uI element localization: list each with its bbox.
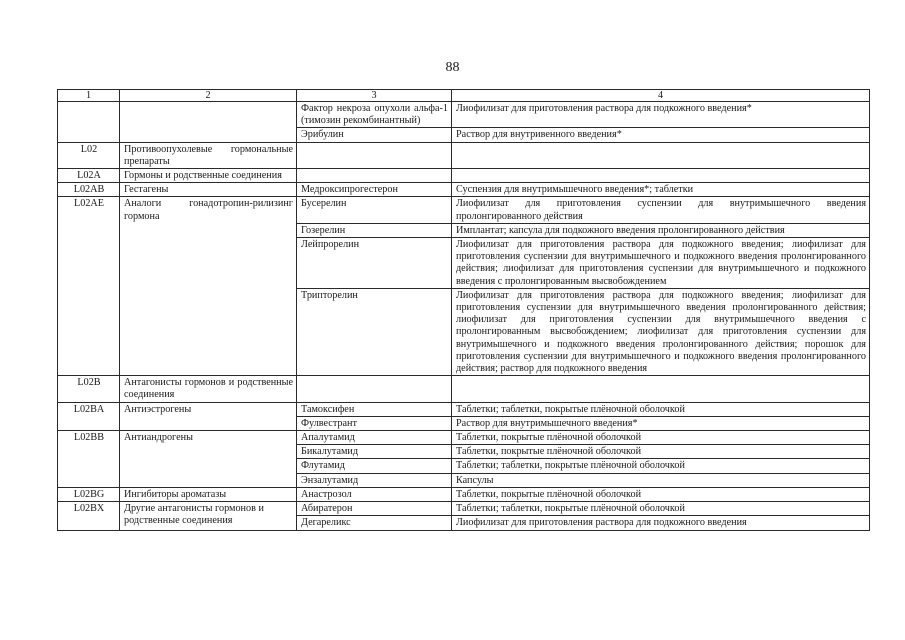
drug-name-cell: Лейпрорелин (297, 238, 452, 289)
dosage-form-cell (452, 169, 870, 183)
column-header: 1 (58, 90, 120, 102)
table-header-row (58, 90, 870, 102)
dosage-form-cell: Лиофилизат для приготовления раствора для подкожного введения; лиофилизат для приготовления суспензии для внутримышечного введения пролонгированного действия; лиофилизат для приготовления суспензии для внутримышечного введения с пролонгированным высвобождением; лиофилизат для приготовления суспензии для внутримышечного и подкожного введения пролонгированного действия; порошок для приготовления суспензии для внутримышечного и подкожного введения пролонгированного действия; раствор для подкожного введения (452, 288, 870, 375)
group-name-cell: Противоопухолевые гормональные препараты (120, 142, 297, 168)
drug-name-cell: Фулвестрант (297, 416, 452, 430)
atc-code-cell: L02A (58, 169, 120, 183)
group-name-cell: Антиандрогены (120, 431, 297, 488)
dosage-form-cell: Суспензия для внутримышечного введения*; таблетки (452, 183, 870, 197)
table-row (58, 197, 870, 223)
table-row (58, 402, 870, 416)
atc-code-cell: L02B (58, 376, 120, 402)
atc-code-cell: L02BB (58, 431, 120, 488)
atc-code-cell: L02 (58, 142, 120, 168)
dosage-form-cell: Таблетки; таблетки, покрытые плёночной оболочкой (452, 402, 870, 416)
dosage-form-cell: Имплантат; капсула для подкожного введения пролонгированного действия (452, 223, 870, 237)
dosage-form-cell: Таблетки, покрытые плёночной оболочкой (452, 487, 870, 501)
drug-name-cell: Гозерелин (297, 223, 452, 237)
table-row (58, 102, 870, 128)
group-name-cell: Антагонисты гормонов и родственные соединения (120, 376, 297, 402)
drug-name-cell: Бикалутамид (297, 445, 452, 459)
atc-code-cell: L02AE (58, 197, 120, 376)
group-name-cell: Другие антагонисты гормонов и родственные соединения (120, 502, 297, 530)
atc-code-cell: L02AB (58, 183, 120, 197)
drug-name-cell: Тамоксифен (297, 402, 452, 416)
table-row (58, 376, 870, 402)
table-row (58, 502, 870, 516)
drug-table (57, 89, 870, 531)
dosage-form-cell: Капсулы (452, 473, 870, 487)
dosage-form-cell (452, 376, 870, 402)
drug-name-cell: Эрибулин (297, 128, 452, 142)
drug-name-cell (297, 169, 452, 183)
dosage-form-cell: Таблетки; таблетки, покрытые плёночной оболочкой (452, 502, 870, 516)
dosage-form-cell: Таблетки; таблетки, покрытые плёночной оболочкой (452, 459, 870, 473)
drug-name-cell: Абиратерон (297, 502, 452, 516)
dosage-form-cell: Лиофилизат для приготовления раствора для подкожного введения* (452, 102, 870, 128)
dosage-form-cell: Лиофилизат для приготовления раствора для подкожного введения; лиофилизат для приготовления суспензии для внутримышечного и подкожного введения пролонгированного действия; лиофилизат для приготовления суспензии для внутримышечного и подкожного введения с пролонгированным высвобождением (452, 238, 870, 289)
page-number: 88 (445, 60, 460, 75)
dosage-form-cell: Лиофилизат для приготовления суспензии для внутримышечного введения пролонгированного действия (452, 197, 870, 223)
dosage-form-cell: Таблетки, покрытые плёночной оболочкой (452, 445, 870, 459)
group-name-cell: Гестагены (120, 183, 297, 197)
column-header: 3 (297, 90, 452, 102)
atc-code-cell: L02BX (58, 502, 120, 530)
drug-name-cell: Бусерелин (297, 197, 452, 223)
drug-name-cell (297, 142, 452, 168)
dosage-form-cell: Лиофилизат для приготовления раствора для подкожного введения (452, 516, 870, 530)
drug-name-cell: Дегареликс (297, 516, 452, 530)
group-name-cell: Гормоны и родственные соединения (120, 169, 297, 183)
drug-name-cell: Апалутамид (297, 431, 452, 445)
dosage-form-cell: Раствор для внутривенного введения* (452, 128, 870, 142)
drug-name-cell: Энзалутамид (297, 473, 452, 487)
column-header: 2 (120, 90, 297, 102)
drug-name-cell (297, 376, 452, 402)
dosage-form-cell: Таблетки, покрытые плёночной оболочкой (452, 431, 870, 445)
drug-name-cell: Флутамид (297, 459, 452, 473)
atc-code-cell (58, 102, 120, 143)
table-row (58, 183, 870, 197)
drug-name-cell: Анастрозол (297, 487, 452, 501)
drug-name-cell: Фактор некроза опухоли альфа-1 (тимозин рекомбинантный) (297, 102, 452, 128)
column-header: 4 (452, 90, 870, 102)
group-name-cell (120, 102, 297, 143)
table-row (58, 142, 870, 168)
dosage-form-cell (452, 142, 870, 168)
atc-code-cell: L02BA (58, 402, 120, 430)
group-name-cell: Антиэстрогены (120, 402, 297, 430)
group-name-cell: Аналоги гонадотропин-рилизинг гормона (120, 197, 297, 376)
table-row (58, 431, 870, 445)
drug-name-cell: Медроксипрогестерон (297, 183, 452, 197)
atc-code-cell: L02BG (58, 487, 120, 501)
dosage-form-cell: Раствор для внутримышечного введения* (452, 416, 870, 430)
table-row (58, 169, 870, 183)
drug-name-cell: Трипторелин (297, 288, 452, 375)
table-row (58, 487, 870, 501)
group-name-cell: Ингибиторы ароматазы (120, 487, 297, 501)
